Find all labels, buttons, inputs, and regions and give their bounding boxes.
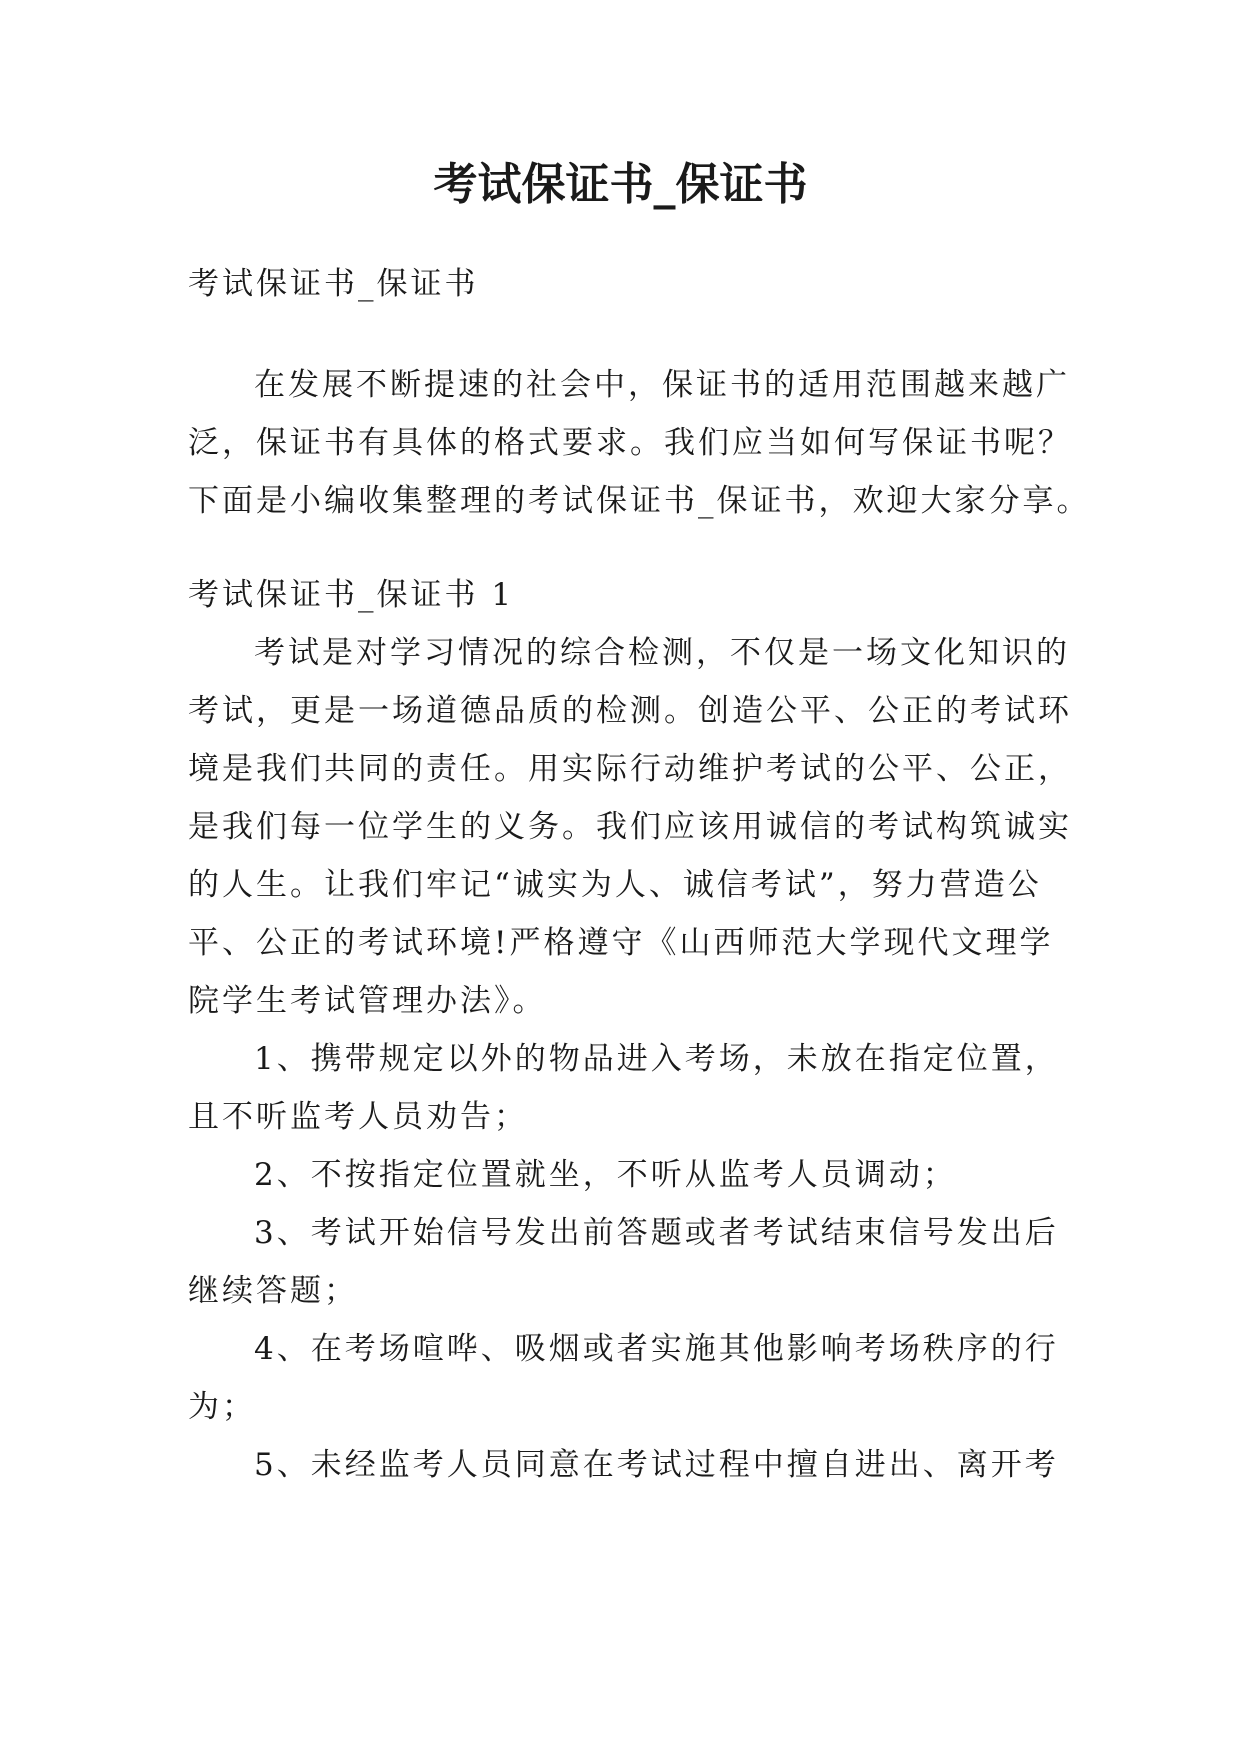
section-line: 考试是对学习情况的综合检测，不仅是一场文化知识的 — [254, 635, 1070, 671]
section-block — [188, 566, 1072, 1494]
section-heading: 考试保证书_保证书 1 — [188, 577, 515, 613]
rule-item-line: 为； — [188, 1389, 256, 1425]
intro-line: 在发展不断提速的社会中，保证书的适用范围越来越广 — [254, 367, 1070, 403]
section-line: 平、公正的考试环境!严格遵守《山西师范大学现代文理学 — [188, 925, 1054, 961]
section-line: 院学生考试管理办法》。 — [188, 983, 547, 1019]
intro-line: 泛，保证书有具体的格式要求。我们应当如何写保证书呢？ — [188, 425, 1072, 461]
document-subtitle — [188, 255, 1058, 313]
subtitle-line: 考试保证书_保证书 — [188, 266, 479, 302]
document-title: 考试保证书_保证书 — [433, 159, 808, 210]
intro-line: 下面是小编收集整理的考试保证书_保证书，欢迎大家分享。 — [188, 483, 1091, 519]
rule-item-line: 2、不按指定位置就坐，不听从监考人员调动； — [254, 1157, 957, 1193]
section-line: 境是我们共同的责任。用实际行动维护考试的公平、公正， — [188, 751, 1072, 787]
rule-item-line: 继续答题； — [188, 1273, 358, 1309]
rule-item-line: 4、在考场喧哗、吸烟或者实施其他影响考场秩序的行 — [254, 1331, 1059, 1367]
rule-item-line: 且不听监考人员劝告； — [188, 1099, 528, 1135]
section-line: 是我们每一位学生的义务。我们应该用诚信的考试构筑诚实 — [188, 809, 1072, 845]
section-line: 考试，更是一场道德品质的检测。创造公平、公正的考试环 — [188, 693, 1072, 729]
section-line: 的人生。让我们牢记“诚实为人、诚信考试”，努力营造公 — [188, 867, 1042, 903]
rule-item-line: 5、未经监考人员同意在考试过程中擅自进出、离开考 — [254, 1447, 1059, 1483]
rule-item-line: 1、携带规定以外的物品进入考场，未放在指定位置， — [254, 1041, 1059, 1077]
intro-paragraph — [188, 356, 1091, 530]
rule-item-line: 3、考试开始信号发出前答题或者考试结束信号发出后 — [254, 1215, 1059, 1251]
